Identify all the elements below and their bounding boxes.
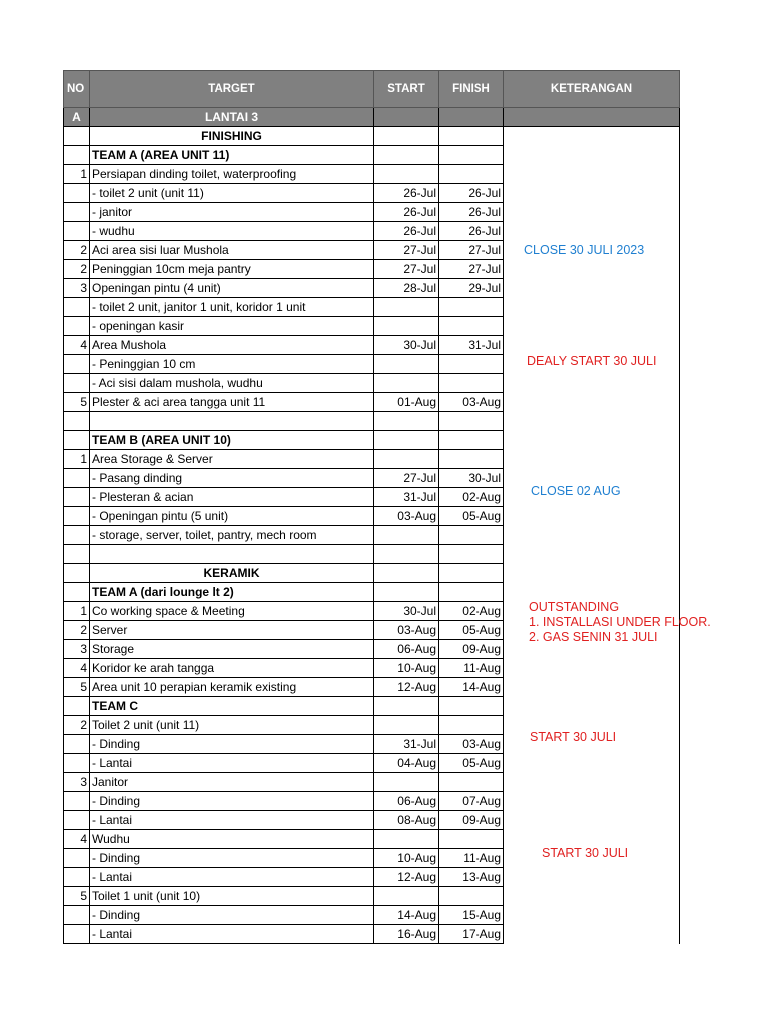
cell-keterangan bbox=[504, 678, 680, 697]
cell-no: 2 bbox=[64, 621, 90, 640]
table-row bbox=[64, 564, 680, 583]
cell-target: - Dinding bbox=[90, 849, 374, 868]
table-row bbox=[64, 925, 680, 944]
cell-no bbox=[64, 545, 90, 564]
cell-target: Peninggian 10cm meja pantry bbox=[90, 260, 374, 279]
table-row bbox=[64, 298, 680, 317]
cell-no bbox=[64, 184, 90, 203]
cell-no bbox=[64, 754, 90, 773]
cell-finish: 07-Aug bbox=[439, 792, 504, 811]
cell-keterangan bbox=[504, 279, 680, 298]
cell-no bbox=[64, 488, 90, 507]
cell-start: 12-Aug bbox=[374, 678, 439, 697]
cell-keterangan bbox=[504, 811, 680, 830]
table-row bbox=[64, 678, 680, 697]
cell-start bbox=[374, 564, 439, 583]
cell-target: - Aci sisi dalam mushola, wudhu bbox=[90, 374, 374, 393]
cell-start: 27-Jul bbox=[374, 469, 439, 488]
cell-no: 1 bbox=[64, 165, 90, 184]
cell-no bbox=[64, 849, 90, 868]
cell-target: - Lantai bbox=[90, 811, 374, 830]
table-row bbox=[64, 583, 680, 602]
cell-target bbox=[90, 545, 374, 564]
cell-keterangan bbox=[504, 887, 680, 906]
cell-finish: 15-Aug bbox=[439, 906, 504, 925]
table-row bbox=[64, 659, 680, 678]
cell-finish bbox=[439, 526, 504, 545]
cell-keterangan bbox=[504, 450, 680, 469]
header-target: TARGET bbox=[90, 71, 374, 108]
cell-no bbox=[64, 355, 90, 374]
cell-finish bbox=[439, 545, 504, 564]
note-start-30-juli-1: START 30 JULI bbox=[530, 730, 617, 744]
cell-finish: 29-Jul bbox=[439, 279, 504, 298]
note-installasi: 1. INSTALLASI UNDER FLOOR. bbox=[529, 615, 711, 629]
cell-target: - Openingan pintu (5 unit) bbox=[90, 507, 374, 526]
cell-finish bbox=[439, 450, 504, 469]
cell-no: 2 bbox=[64, 260, 90, 279]
cell-no: 2 bbox=[64, 716, 90, 735]
cell-keterangan bbox=[504, 431, 680, 450]
cell-target: - Lantai bbox=[90, 925, 374, 944]
table-body bbox=[64, 108, 680, 944]
cell-finish bbox=[439, 108, 504, 127]
cell-start: 14-Aug bbox=[374, 906, 439, 925]
cell-start: 28-Jul bbox=[374, 279, 439, 298]
cell-start bbox=[374, 830, 439, 849]
cell-finish: 26-Jul bbox=[439, 203, 504, 222]
cell-no bbox=[64, 925, 90, 944]
cell-finish: 31-Jul bbox=[439, 336, 504, 355]
table-row bbox=[64, 431, 680, 450]
note-close-30-juli: CLOSE 30 JULI 2023 bbox=[524, 243, 645, 257]
cell-target: Koridor ke arah tangga bbox=[90, 659, 374, 678]
note-outstanding: OUTSTANDING bbox=[529, 600, 620, 614]
cell-no bbox=[64, 868, 90, 887]
cell-no bbox=[64, 317, 90, 336]
schedule-sheet bbox=[63, 70, 679, 944]
cell-no: 1 bbox=[64, 450, 90, 469]
cell-finish: 03-Aug bbox=[439, 393, 504, 412]
cell-keterangan bbox=[504, 906, 680, 925]
cell-target: Area Mushola bbox=[90, 336, 374, 355]
cell-start: 04-Aug bbox=[374, 754, 439, 773]
cell-target: Server bbox=[90, 621, 374, 640]
cell-target: - Plesteran & acian bbox=[90, 488, 374, 507]
cell-keterangan bbox=[504, 222, 680, 241]
cell-keterangan bbox=[504, 393, 680, 412]
cell-start: 27-Jul bbox=[374, 241, 439, 260]
cell-start bbox=[374, 127, 439, 146]
cell-target: - Dinding bbox=[90, 906, 374, 925]
cell-keterangan bbox=[504, 203, 680, 222]
table-row bbox=[64, 412, 680, 431]
cell-target: - Pasang dinding bbox=[90, 469, 374, 488]
cell-start: 31-Jul bbox=[374, 488, 439, 507]
cell-finish: 27-Jul bbox=[439, 260, 504, 279]
cell-no: 3 bbox=[64, 279, 90, 298]
table-row bbox=[64, 165, 680, 184]
cell-target: Wudhu bbox=[90, 830, 374, 849]
cell-start bbox=[374, 108, 439, 127]
cell-target: FINISHING bbox=[90, 127, 374, 146]
cell-finish bbox=[439, 146, 504, 165]
cell-start bbox=[374, 317, 439, 336]
cell-finish bbox=[439, 298, 504, 317]
cell-target: TEAM B (AREA UNIT 10) bbox=[90, 431, 374, 450]
section-row bbox=[64, 108, 680, 127]
table-row bbox=[64, 279, 680, 298]
note-gas: 2. GAS SENIN 31 JULI bbox=[529, 630, 658, 644]
cell-no bbox=[64, 146, 90, 165]
cell-target: Plester & aci area tangga unit 11 bbox=[90, 393, 374, 412]
note-start-30-juli-2: START 30 JULI bbox=[542, 846, 629, 860]
cell-start bbox=[374, 431, 439, 450]
header-keterangan: KETERANGAN bbox=[504, 71, 680, 108]
cell-start: 03-Aug bbox=[374, 507, 439, 526]
table-row bbox=[64, 222, 680, 241]
table-row bbox=[64, 545, 680, 564]
cell-keterangan bbox=[504, 336, 680, 355]
table-row bbox=[64, 374, 680, 393]
cell-finish bbox=[439, 165, 504, 184]
table-row bbox=[64, 317, 680, 336]
cell-finish bbox=[439, 564, 504, 583]
cell-keterangan bbox=[504, 754, 680, 773]
cell-finish bbox=[439, 773, 504, 792]
cell-no: 3 bbox=[64, 773, 90, 792]
table-row bbox=[64, 203, 680, 222]
cell-no bbox=[64, 811, 90, 830]
cell-finish bbox=[439, 830, 504, 849]
cell-finish: 30-Jul bbox=[439, 469, 504, 488]
cell-target: TEAM A (dari lounge lt 2) bbox=[90, 583, 374, 602]
cell-finish: 02-Aug bbox=[439, 488, 504, 507]
cell-target: TEAM C bbox=[90, 697, 374, 716]
cell-start: 10-Aug bbox=[374, 659, 439, 678]
cell-keterangan bbox=[504, 583, 680, 602]
note-dealy-start: DEALY START 30 JULI bbox=[527, 354, 657, 368]
cell-finish bbox=[439, 412, 504, 431]
table-row bbox=[64, 754, 680, 773]
cell-target: - Lantai bbox=[90, 868, 374, 887]
cell-no: 1 bbox=[64, 602, 90, 621]
cell-start bbox=[374, 412, 439, 431]
cell-start: 26-Jul bbox=[374, 222, 439, 241]
cell-keterangan bbox=[504, 317, 680, 336]
cell-finish bbox=[439, 431, 504, 450]
cell-keterangan bbox=[504, 298, 680, 317]
cell-keterangan bbox=[504, 165, 680, 184]
cell-finish: 05-Aug bbox=[439, 507, 504, 526]
cell-finish: 14-Aug bbox=[439, 678, 504, 697]
cell-finish: 09-Aug bbox=[439, 640, 504, 659]
header-no: NO bbox=[64, 71, 90, 108]
cell-target: - janitor bbox=[90, 203, 374, 222]
cell-keterangan bbox=[504, 526, 680, 545]
cell-no bbox=[64, 526, 90, 545]
cell-no bbox=[64, 222, 90, 241]
cell-keterangan bbox=[504, 127, 680, 146]
cell-finish: 17-Aug bbox=[439, 925, 504, 944]
cell-start bbox=[374, 355, 439, 374]
cell-no: A bbox=[64, 108, 90, 127]
schedule-table bbox=[63, 70, 680, 944]
cell-target: - toilet 2 unit (unit 11) bbox=[90, 184, 374, 203]
cell-target: - Dinding bbox=[90, 792, 374, 811]
cell-start bbox=[374, 165, 439, 184]
note-close-02-aug: CLOSE 02 AUG bbox=[531, 484, 621, 498]
cell-start bbox=[374, 374, 439, 393]
cell-finish: 11-Aug bbox=[439, 849, 504, 868]
table-row bbox=[64, 146, 680, 165]
cell-keterangan bbox=[504, 773, 680, 792]
cell-start bbox=[374, 146, 439, 165]
cell-finish bbox=[439, 583, 504, 602]
cell-start bbox=[374, 773, 439, 792]
cell-start: 26-Jul bbox=[374, 203, 439, 222]
cell-keterangan bbox=[504, 792, 680, 811]
cell-start: 06-Aug bbox=[374, 792, 439, 811]
cell-target: Persiapan dinding toilet, waterproofing bbox=[90, 165, 374, 184]
cell-target: Storage bbox=[90, 640, 374, 659]
cell-finish: 13-Aug bbox=[439, 868, 504, 887]
cell-no bbox=[64, 203, 90, 222]
cell-start bbox=[374, 716, 439, 735]
cell-start: 01-Aug bbox=[374, 393, 439, 412]
table-row bbox=[64, 526, 680, 545]
cell-start: 26-Jul bbox=[374, 184, 439, 203]
cell-start: 08-Aug bbox=[374, 811, 439, 830]
table-row bbox=[64, 507, 680, 526]
cell-keterangan bbox=[504, 146, 680, 165]
table-row bbox=[64, 184, 680, 203]
table-row bbox=[64, 697, 680, 716]
table-row bbox=[64, 127, 680, 146]
cell-no: 5 bbox=[64, 887, 90, 906]
cell-start bbox=[374, 298, 439, 317]
cell-start bbox=[374, 545, 439, 564]
table-row bbox=[64, 868, 680, 887]
cell-keterangan bbox=[504, 697, 680, 716]
cell-target: TEAM A (AREA UNIT 11) bbox=[90, 146, 374, 165]
cell-no: 3 bbox=[64, 640, 90, 659]
table-row bbox=[64, 393, 680, 412]
cell-target: KERAMIK bbox=[90, 564, 374, 583]
cell-target: Janitor bbox=[90, 773, 374, 792]
cell-finish: 03-Aug bbox=[439, 735, 504, 754]
table-row bbox=[64, 906, 680, 925]
cell-start: 31-Jul bbox=[374, 735, 439, 754]
cell-start: 16-Aug bbox=[374, 925, 439, 944]
cell-keterangan bbox=[504, 184, 680, 203]
cell-finish: 11-Aug bbox=[439, 659, 504, 678]
cell-no bbox=[64, 469, 90, 488]
cell-start: 03-Aug bbox=[374, 621, 439, 640]
cell-target: - wudhu bbox=[90, 222, 374, 241]
cell-finish bbox=[439, 887, 504, 906]
cell-finish bbox=[439, 374, 504, 393]
cell-keterangan bbox=[504, 108, 680, 127]
cell-finish: 27-Jul bbox=[439, 241, 504, 260]
cell-start bbox=[374, 887, 439, 906]
cell-keterangan bbox=[504, 412, 680, 431]
cell-target: - Lantai bbox=[90, 754, 374, 773]
cell-target: - openingan kasir bbox=[90, 317, 374, 336]
cell-target: Area unit 10 perapian keramik existing bbox=[90, 678, 374, 697]
header-start: START bbox=[374, 71, 439, 108]
cell-target: - storage, server, toilet, pantry, mech room bbox=[90, 526, 374, 545]
cell-start: 12-Aug bbox=[374, 868, 439, 887]
cell-start: 30-Jul bbox=[374, 602, 439, 621]
cell-finish bbox=[439, 697, 504, 716]
cell-keterangan bbox=[504, 659, 680, 678]
header-row bbox=[64, 71, 680, 108]
cell-target bbox=[90, 412, 374, 431]
cell-no bbox=[64, 906, 90, 925]
cell-start bbox=[374, 526, 439, 545]
table-row bbox=[64, 773, 680, 792]
cell-target: LANTAI 3 bbox=[90, 108, 374, 127]
cell-target: Co working space & Meeting bbox=[90, 602, 374, 621]
cell-target: - Dinding bbox=[90, 735, 374, 754]
cell-no: 4 bbox=[64, 659, 90, 678]
cell-target: - toilet 2 unit, janitor 1 unit, koridor 1 unit bbox=[90, 298, 374, 317]
cell-finish bbox=[439, 716, 504, 735]
header-finish: FINISH bbox=[439, 71, 504, 108]
cell-target: Area Storage & Server bbox=[90, 450, 374, 469]
cell-keterangan bbox=[504, 925, 680, 944]
cell-no bbox=[64, 735, 90, 754]
cell-keterangan bbox=[504, 564, 680, 583]
cell-start: 06-Aug bbox=[374, 640, 439, 659]
cell-no bbox=[64, 583, 90, 602]
cell-keterangan bbox=[504, 374, 680, 393]
cell-finish: 02-Aug bbox=[439, 602, 504, 621]
cell-target: Toilet 2 unit (unit 11) bbox=[90, 716, 374, 735]
cell-no bbox=[64, 412, 90, 431]
table-row bbox=[64, 260, 680, 279]
cell-keterangan bbox=[504, 260, 680, 279]
cell-no bbox=[64, 374, 90, 393]
cell-finish: 05-Aug bbox=[439, 621, 504, 640]
cell-keterangan bbox=[504, 507, 680, 526]
cell-start bbox=[374, 450, 439, 469]
cell-target: Toilet 1 unit (unit 10) bbox=[90, 887, 374, 906]
cell-start bbox=[374, 583, 439, 602]
cell-keterangan bbox=[504, 868, 680, 887]
cell-no bbox=[64, 127, 90, 146]
cell-no bbox=[64, 792, 90, 811]
cell-no: 5 bbox=[64, 393, 90, 412]
cell-start: 10-Aug bbox=[374, 849, 439, 868]
cell-start: 27-Jul bbox=[374, 260, 439, 279]
cell-no bbox=[64, 564, 90, 583]
cell-finish bbox=[439, 127, 504, 146]
cell-no: 2 bbox=[64, 241, 90, 260]
cell-target: - Peninggian 10 cm bbox=[90, 355, 374, 374]
cell-finish: 26-Jul bbox=[439, 222, 504, 241]
cell-target: Openingan pintu (4 unit) bbox=[90, 279, 374, 298]
cell-target: Aci area sisi luar Mushola bbox=[90, 241, 374, 260]
cell-no: 5 bbox=[64, 678, 90, 697]
table-row bbox=[64, 811, 680, 830]
cell-finish: 05-Aug bbox=[439, 754, 504, 773]
cell-no bbox=[64, 298, 90, 317]
cell-finish: 09-Aug bbox=[439, 811, 504, 830]
table-row bbox=[64, 450, 680, 469]
cell-no: 4 bbox=[64, 336, 90, 355]
cell-no bbox=[64, 697, 90, 716]
cell-finish bbox=[439, 355, 504, 374]
cell-no bbox=[64, 431, 90, 450]
cell-no: 4 bbox=[64, 830, 90, 849]
cell-keterangan bbox=[504, 545, 680, 564]
table-row bbox=[64, 792, 680, 811]
cell-start bbox=[374, 697, 439, 716]
cell-no bbox=[64, 507, 90, 526]
table-row bbox=[64, 887, 680, 906]
cell-finish bbox=[439, 317, 504, 336]
cell-finish: 26-Jul bbox=[439, 184, 504, 203]
table-row bbox=[64, 336, 680, 355]
cell-start: 30-Jul bbox=[374, 336, 439, 355]
